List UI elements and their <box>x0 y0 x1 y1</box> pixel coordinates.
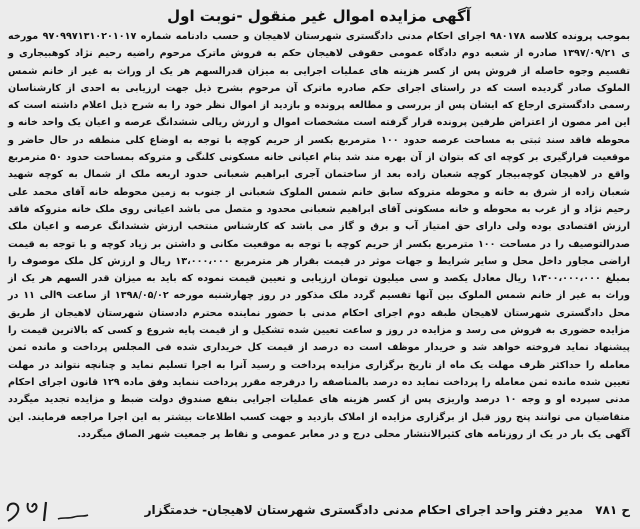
notice-title: آگهی مزایده اموال غیر منقول -نوبت اول <box>167 7 471 25</box>
notice-body <box>8 28 630 443</box>
notice-signature: مدیر دفتر واحد اجرای احکام مدنی دادگستری شهرستان لاهیجان- خدمتگزار <box>144 503 583 517</box>
notice-code: ح ۷۸۱ <box>595 503 630 517</box>
handwritten-annotation <box>2 497 92 525</box>
handwritten-number-mark <box>2 497 92 525</box>
notice-body-paragraph: بموجب پرونده کلاسه ۹۸۰۱۷۸ اجرای احکام مدنی دادگستری شهرستان لاهیجان و حسب دادنامه شماره ۹۷۰۹۹۷۱۳۱۰۲۰۱۰۱۷ مورخه ی ۱۳۹۷/۰۹/۲۱ صادره از شعبه دوم دادگاه عمومی حقوقی لاهیجان حکم به فروش ماترک مرحوم راضیه رحیم نژاد کوهبیجاری و تقسیم وجوه حاصله از فروش پس از کسر هزینه های عملیات اجرایی به میزان قدرالسهم هر یک از وراث به غیر از خانم شمس الملوک صادر گردیده است که در راستای اجرای حکم صادره ماترک آن مرحوم بشرح ذیل جهت ارزیابی به احدی از کارشناسان رسمی دادگستری ارجاع که ایشان پس از بررسی و مطالعه پرونده و بازدید از اموال نظر خود را به شرح ذیل اعلام داشته است که این امر مصون از اعتراض طرفین پرونده قرار گرفته است مشخصات اموال و ارزش ریالی ششدانگ عرصه و اعیان یک واحد خانه و محوطه فاقد سند ثبتی به مساحت عرصه حدود ۱۰۰ مترمربع بکسر از حریم کوچه با توجه به اوضاع کلی منطقه در حال حاضر و موقعیت قرارگیری بر کوچه ای که بتوان از آن بهره مند شد بنام اعیانی خانه مسکونی کلنگی و متروکه بمساحت حدود ۵۰ مترمربع واقع در لاهیجان کوچه‌بیجار کوچه شعبان زاده بعد از ساختمان آجری ابراهیم شعبانی حدود اربعه ملک از شمال به کوچه شهید شعبان زاده از شرق به خانه و محوطه متروکه سابق خانم شمس الملوک شعبانی از جنوب به زمین محوطه خانه آقای محمد علی رحیم نژاد و از غرب به محوطه و خانه مسکونی آقای ابراهیم شعبانی محدود و متصل می باشد اعیانی روی ملک خانه متروکه فاقد ارزش اقتصادی بوده ولی دارای حق امتیاز آب و برق و گاز می باشد که کارشناس منتخب ارزش ششدانگ عرصه و اعیان ملک صدرالتوصیف را در مساحت ۱۰۰ مترمربع بکسر از حریم کوچه با توجه به موقعیت مکانی و داشتن بر زیاد کوچه و با توجه به قیمت اراضی مجاور داخل محل و سایر شرایط و جهات موثر در قیمت بقرار هر مترمربع ۱۳،۰۰۰،۰۰۰ ریال و ارزش کل ملک موصوف را بمبلغ ۱،۳۰۰،۰۰۰،۰۰۰ ریال معادل یکصد و سی میلیون تومان ارزیابی و تعیین قیمت نموده که باید به میزان قدر السهم هر یک از وراث به غیر از خانم شمس الملوک بین آنها تقسیم گردد ملک مذکور در روز چهارشنبه مورخه ۱۳۹۸/۰۵/۰۲ از ساعت ۹الی ۱۱ در محل دادگستری شهرستان لاهیجان طبقه دوم اجرای احکام مدنی با حضور نماینده محترم دادستان شهرستان لاهیجان از طریق مزایده حضوری به فروش می رسد و مزایده در روز و ساعت تعیین شده تشکیل و از قیمت پایه شروع و کسی که بالاترین قیمت را پیشنهاد نماید فروخته خواهد شد و خریدار موظف است ده درصد از قیمت کل خریداری شده فی المجلس پرداخت و مانده ثمن معامله را حداکثر ظرف مهلت یک ماه از تاریخ برگزاری مزایده پرداخت و رسید آنرا به اجرا تسلیم نماید و چنانچه نتواند در مهلت تعیین شده مانده ثمن معامله را پرداخت نماید ده درصد بالمناصفه را درفرجه مقرر پرداخت ننماید وفق ماده ۱۲۹ قانون اجرای احکام مدنی سپرده او و وجه ۱۰ درصد واریزی پس از کسر هزینه های عملیات اجرایی بنفع صندوق دولت ضبط و مزایده تجدید میگردد متقاضیان می توانند پنج روز قبل از برگزاری مزایده از املاک بازدید و جهت کسب اطلاعات بیشتر به این اجرا مراجعه فرمایند. این آگهی یک بار در یک از روزنامه های کثیرالانتشار محلی درج و در معابر عمومی و نقاط پر جمعیت شهر الصاق میگردد. <box>8 31 631 440</box>
notice-footer <box>8 497 630 523</box>
